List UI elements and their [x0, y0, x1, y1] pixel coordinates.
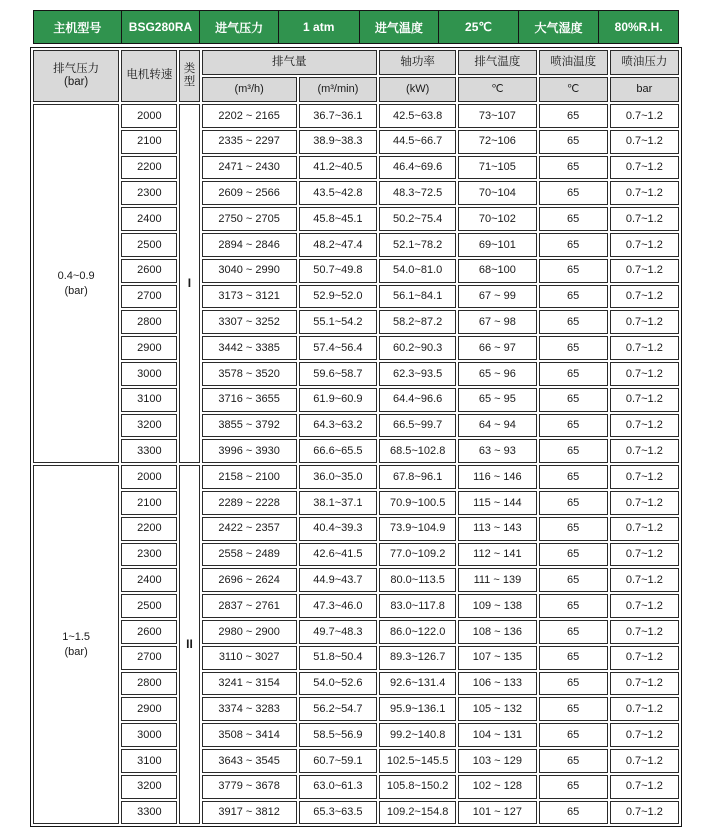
oil-pressure-cell: 0.7~1.2	[610, 491, 679, 515]
spec-row	[33, 543, 679, 567]
volume-m3h-cell: 2202 ~ 2165	[202, 104, 297, 128]
discharge-temp-cell: 64 ~ 94	[458, 414, 536, 438]
spec-row	[33, 775, 679, 799]
oil-temp-cell: 65	[539, 620, 608, 644]
col-header-oil-pressure: 喷油压力	[610, 50, 679, 75]
spec-row	[33, 310, 679, 334]
volume-m3h-cell: 2158 ~ 2100	[202, 465, 297, 489]
shaft-power-cell: 83.0~117.8	[379, 594, 456, 618]
spec-row	[33, 336, 679, 360]
spec-row	[33, 233, 679, 257]
shaft-power-cell: 92.6~131.4	[379, 672, 456, 696]
volume-m3min-cell: 56.2~54.7	[299, 697, 377, 721]
discharge-temp-cell: 70~102	[458, 207, 536, 231]
spec-row	[33, 156, 679, 180]
volume-m3h-cell: 3855 ~ 3792	[202, 414, 297, 438]
volume-m3h-cell: 2471 ~ 2430	[202, 156, 297, 180]
oil-pressure-cell: 0.7~1.2	[610, 259, 679, 283]
motor-speed-cell: 2900	[121, 336, 177, 360]
motor-speed-cell: 2300	[121, 181, 177, 205]
discharge-temp-cell: 108 ~ 136	[458, 620, 536, 644]
volume-m3h-cell: 3307 ~ 3252	[202, 310, 297, 334]
volume-m3h-cell: 3917 ~ 3812	[202, 801, 297, 825]
discharge-temp-cell: 63 ~ 93	[458, 439, 536, 463]
oil-pressure-cell: 0.7~1.2	[610, 775, 679, 799]
shaft-power-cell: 46.4~69.6	[379, 156, 456, 180]
volume-m3h-cell: 2696 ~ 2624	[202, 568, 297, 592]
discharge-temp-cell: 103 ~ 129	[458, 749, 536, 773]
oil-temp-cell: 65	[539, 181, 608, 205]
unit-oil-pressure-bar: bar	[610, 77, 679, 102]
oil-pressure-cell: 0.7~1.2	[610, 697, 679, 721]
oil-temp-cell: 65	[539, 104, 608, 128]
volume-m3h-cell: 3241 ~ 3154	[202, 672, 297, 696]
motor-speed-cell: 2500	[121, 233, 177, 257]
volume-m3min-cell: 51.8~50.4	[299, 646, 377, 670]
unit-power-kw: (kW)	[379, 77, 456, 102]
volume-m3h-cell: 3040 ~ 2990	[202, 259, 297, 283]
discharge-temp-cell: 68~100	[458, 259, 536, 283]
discharge-temp-cell: 111 ~ 139	[458, 568, 536, 592]
volume-m3h-cell: 3643 ~ 3545	[202, 749, 297, 773]
oil-temp-cell: 65	[539, 568, 608, 592]
spec-row	[33, 104, 679, 128]
discharge-temp-cell: 65 ~ 96	[458, 362, 536, 386]
spec-row	[33, 723, 679, 747]
motor-speed-cell: 2000	[121, 465, 177, 489]
oil-pressure-cell: 0.7~1.2	[610, 104, 679, 128]
ambient-humidity-label: 大气湿度	[518, 11, 599, 44]
oil-pressure-cell: 0.7~1.2	[610, 543, 679, 567]
oil-pressure-cell: 0.7~1.2	[610, 310, 679, 334]
oil-pressure-cell: 0.7~1.2	[610, 285, 679, 309]
volume-m3h-cell: 3716 ~ 3655	[202, 388, 297, 412]
motor-speed-cell: 3300	[121, 439, 177, 463]
section-pressure-range-value: 1~1.5	[62, 630, 91, 643]
volume-m3min-cell: 38.9~38.3	[299, 130, 377, 154]
volume-m3min-cell: 47.3~46.0	[299, 594, 377, 618]
oil-pressure-cell: 0.7~1.2	[610, 233, 679, 257]
volume-m3min-cell: 55.1~54.2	[299, 310, 377, 334]
discharge-temp-cell: 102 ~ 128	[458, 775, 536, 799]
oil-temp-cell: 65	[539, 233, 608, 257]
oil-temp-cell: 65	[539, 697, 608, 721]
col-header-oil-temp: 喷油温度	[539, 50, 608, 75]
spec-row	[33, 130, 679, 154]
shaft-power-cell: 102.5~145.5	[379, 749, 456, 773]
spec-table-body	[33, 104, 679, 824]
discharge-temp-cell: 67 ~ 98	[458, 310, 536, 334]
oil-temp-cell: 65	[539, 801, 608, 825]
oil-pressure-cell: 0.7~1.2	[610, 620, 679, 644]
section-pressure-range-unit: (bar)	[64, 645, 88, 658]
volume-m3min-cell: 50.7~49.8	[299, 259, 377, 283]
oil-pressure-cell: 0.7~1.2	[610, 414, 679, 438]
volume-m3min-cell: 52.9~52.0	[299, 285, 377, 309]
oil-temp-cell: 65	[539, 130, 608, 154]
volume-m3min-cell: 49.7~48.3	[299, 620, 377, 644]
spec-table	[30, 47, 682, 827]
shaft-power-cell: 70.9~100.5	[379, 491, 456, 515]
intake-pressure-value: 1 atm	[278, 11, 359, 44]
volume-m3h-cell: 2980 ~ 2900	[202, 620, 297, 644]
shaft-power-cell: 73.9~104.9	[379, 517, 456, 541]
oil-temp-cell: 65	[539, 465, 608, 489]
spec-table-header	[33, 50, 679, 102]
discharge-temp-cell: 105 ~ 132	[458, 697, 536, 721]
col-header-discharge-pressure-title: 排气压力	[53, 62, 100, 75]
volume-m3h-cell: 2837 ~ 2761	[202, 594, 297, 618]
shaft-power-cell: 58.2~87.2	[379, 310, 456, 334]
oil-temp-cell: 65	[539, 207, 608, 231]
motor-speed-cell: 3000	[121, 362, 177, 386]
oil-pressure-cell: 0.7~1.2	[610, 594, 679, 618]
discharge-temp-cell: 66 ~ 97	[458, 336, 536, 360]
motor-speed-cell: 2600	[121, 620, 177, 644]
main-unit-model-value: BSG280RA	[121, 11, 200, 44]
spec-row	[33, 749, 679, 773]
oil-pressure-cell: 0.7~1.2	[610, 181, 679, 205]
volume-m3min-cell: 43.5~42.8	[299, 181, 377, 205]
shaft-power-cell: 67.8~96.1	[379, 465, 456, 489]
shaft-power-cell: 48.3~72.5	[379, 181, 456, 205]
spec-row	[33, 465, 679, 489]
motor-speed-cell: 2700	[121, 646, 177, 670]
section-pressure-range-unit: (bar)	[64, 284, 88, 297]
volume-m3min-cell: 58.5~56.9	[299, 723, 377, 747]
motor-speed-cell: 3100	[121, 388, 177, 412]
discharge-temp-cell: 116 ~ 146	[458, 465, 536, 489]
discharge-temp-cell: 70~104	[458, 181, 536, 205]
unit-volume-m3min: (m³/min)	[299, 77, 377, 102]
oil-pressure-cell: 0.7~1.2	[610, 388, 679, 412]
info-bar-table	[33, 10, 679, 44]
col-header-type-char-2: 型	[183, 76, 196, 88]
volume-m3min-cell: 59.6~58.7	[299, 362, 377, 386]
volume-m3min-cell: 41.2~40.5	[299, 156, 377, 180]
shaft-power-cell: 68.5~102.8	[379, 439, 456, 463]
oil-temp-cell: 65	[539, 310, 608, 334]
oil-pressure-cell: 0.7~1.2	[610, 130, 679, 154]
volume-m3min-cell: 57.4~56.4	[299, 336, 377, 360]
oil-temp-cell: 65	[539, 439, 608, 463]
section-pressure-range-cell	[33, 465, 119, 824]
shaft-power-cell: 95.9~136.1	[379, 697, 456, 721]
spec-row	[33, 620, 679, 644]
motor-speed-cell: 3200	[121, 775, 177, 799]
discharge-temp-cell: 101 ~ 127	[458, 801, 536, 825]
volume-m3h-cell: 2335 ~ 2297	[202, 130, 297, 154]
spec-row	[33, 181, 679, 205]
motor-speed-cell: 2800	[121, 672, 177, 696]
oil-pressure-cell: 0.7~1.2	[610, 362, 679, 386]
volume-m3h-cell: 3996 ~ 3930	[202, 439, 297, 463]
volume-m3h-cell: 2558 ~ 2489	[202, 543, 297, 567]
shaft-power-cell: 77.0~109.2	[379, 543, 456, 567]
oil-pressure-cell: 0.7~1.2	[610, 723, 679, 747]
col-header-discharge-volume: 排气量	[202, 50, 378, 75]
volume-m3min-cell: 54.0~52.6	[299, 672, 377, 696]
discharge-temp-cell: 109 ~ 138	[458, 594, 536, 618]
discharge-temp-cell: 107 ~ 135	[458, 646, 536, 670]
volume-m3h-cell: 2750 ~ 2705	[202, 207, 297, 231]
oil-temp-cell: 65	[539, 543, 608, 567]
volume-m3min-cell: 36.7~36.1	[299, 104, 377, 128]
intake-pressure-label: 进气压力	[200, 11, 279, 44]
oil-temp-cell: 65	[539, 672, 608, 696]
shaft-power-cell: 86.0~122.0	[379, 620, 456, 644]
oil-temp-cell: 65	[539, 156, 608, 180]
motor-speed-cell: 2000	[121, 104, 177, 128]
spec-row	[33, 285, 679, 309]
spec-row	[33, 594, 679, 618]
shaft-power-cell: 89.3~126.7	[379, 646, 456, 670]
discharge-temp-cell: 69~101	[458, 233, 536, 257]
oil-temp-cell: 65	[539, 362, 608, 386]
motor-speed-cell: 2200	[121, 517, 177, 541]
oil-pressure-cell: 0.7~1.2	[610, 465, 679, 489]
shaft-power-cell: 52.1~78.2	[379, 233, 456, 257]
volume-m3h-cell: 3110 ~ 3027	[202, 646, 297, 670]
discharge-temp-cell: 65 ~ 95	[458, 388, 536, 412]
shaft-power-cell: 42.5~63.8	[379, 104, 456, 128]
oil-temp-cell: 65	[539, 336, 608, 360]
discharge-temp-cell: 104 ~ 131	[458, 723, 536, 747]
col-header-discharge-pressure	[33, 50, 119, 102]
shaft-power-cell: 60.2~90.3	[379, 336, 456, 360]
spec-row	[33, 414, 679, 438]
motor-speed-cell: 2900	[121, 697, 177, 721]
volume-m3min-cell: 36.0~35.0	[299, 465, 377, 489]
col-header-motor-speed: 电机转速	[121, 50, 177, 102]
intake-temperature-label: 进气温度	[359, 11, 439, 44]
volume-m3min-cell: 42.6~41.5	[299, 543, 377, 567]
oil-temp-cell: 65	[539, 723, 608, 747]
col-header-type-char-1: 类	[183, 63, 196, 76]
oil-pressure-cell: 0.7~1.2	[610, 207, 679, 231]
oil-pressure-cell: 0.7~1.2	[610, 646, 679, 670]
oil-pressure-cell: 0.7~1.2	[610, 749, 679, 773]
col-header-shaft-power: 轴功率	[379, 50, 456, 75]
spec-row	[33, 207, 679, 231]
discharge-temp-cell: 67 ~ 99	[458, 285, 536, 309]
spec-row	[33, 646, 679, 670]
oil-pressure-cell: 0.7~1.2	[610, 801, 679, 825]
shaft-power-cell: 109.2~154.8	[379, 801, 456, 825]
discharge-temp-cell: 115 ~ 144	[458, 491, 536, 515]
volume-m3min-cell: 60.7~59.1	[299, 749, 377, 773]
volume-m3min-cell: 44.9~43.7	[299, 568, 377, 592]
oil-temp-cell: 65	[539, 414, 608, 438]
shaft-power-cell: 99.2~140.8	[379, 723, 456, 747]
volume-m3h-cell: 3508 ~ 3414	[202, 723, 297, 747]
discharge-temp-cell: 113 ~ 143	[458, 517, 536, 541]
shaft-power-cell: 62.3~93.5	[379, 362, 456, 386]
motor-speed-cell: 3000	[121, 723, 177, 747]
motor-speed-cell: 2100	[121, 130, 177, 154]
oil-pressure-cell: 0.7~1.2	[610, 517, 679, 541]
info-bar-row	[34, 11, 679, 44]
shaft-power-cell: 50.2~75.4	[379, 207, 456, 231]
col-header-type	[179, 50, 199, 102]
motor-speed-cell: 2500	[121, 594, 177, 618]
oil-pressure-cell: 0.7~1.2	[610, 568, 679, 592]
unit-oil-temp-c: ℃	[539, 77, 608, 102]
oil-temp-cell: 65	[539, 388, 608, 412]
col-header-discharge-pressure-unit: (bar)	[63, 76, 89, 88]
oil-temp-cell: 65	[539, 491, 608, 515]
volume-m3min-cell: 64.3~63.2	[299, 414, 377, 438]
unit-discharge-temp-c: ℃	[458, 77, 536, 102]
shaft-power-cell: 64.4~96.6	[379, 388, 456, 412]
volume-m3h-cell: 3442 ~ 3385	[202, 336, 297, 360]
header-row-1	[33, 50, 679, 75]
col-header-discharge-temp: 排气温度	[458, 50, 536, 75]
oil-pressure-cell: 0.7~1.2	[610, 336, 679, 360]
oil-temp-cell: 65	[539, 285, 608, 309]
volume-m3min-cell: 40.4~39.3	[299, 517, 377, 541]
oil-temp-cell: 65	[539, 594, 608, 618]
spec-row	[33, 697, 679, 721]
spec-row	[33, 388, 679, 412]
volume-m3h-cell: 3173 ~ 3121	[202, 285, 297, 309]
shaft-power-cell: 105.8~150.2	[379, 775, 456, 799]
ambient-humidity-value: 80%R.H.	[599, 11, 679, 44]
motor-speed-cell: 2600	[121, 259, 177, 283]
main-unit-model-label: 主机型号	[34, 11, 122, 44]
oil-pressure-cell: 0.7~1.2	[610, 672, 679, 696]
volume-m3min-cell: 63.0~61.3	[299, 775, 377, 799]
spec-row	[33, 801, 679, 825]
motor-speed-cell: 3200	[121, 414, 177, 438]
oil-pressure-cell: 0.7~1.2	[610, 156, 679, 180]
discharge-temp-cell: 112 ~ 141	[458, 543, 536, 567]
intake-temperature-value: 25℃	[439, 11, 519, 44]
spec-row	[33, 568, 679, 592]
section-pressure-range-cell	[33, 104, 119, 463]
section-type-cell: I	[179, 104, 199, 463]
volume-m3h-cell: 3578 ~ 3520	[202, 362, 297, 386]
section-type-cell: II	[179, 465, 199, 824]
spec-row	[33, 672, 679, 696]
discharge-temp-cell: 72~106	[458, 130, 536, 154]
discharge-temp-cell: 73~107	[458, 104, 536, 128]
motor-speed-cell: 2100	[121, 491, 177, 515]
volume-m3h-cell: 2422 ~ 2357	[202, 517, 297, 541]
spec-row	[33, 517, 679, 541]
spec-row	[33, 362, 679, 386]
motor-speed-cell: 2400	[121, 207, 177, 231]
oil-temp-cell: 65	[539, 749, 608, 773]
oil-pressure-cell: 0.7~1.2	[610, 439, 679, 463]
spec-row	[33, 259, 679, 283]
shaft-power-cell: 80.0~113.5	[379, 568, 456, 592]
discharge-temp-cell: 106 ~ 133	[458, 672, 536, 696]
section-pressure-range-value: 0.4~0.9	[57, 269, 95, 282]
volume-m3min-cell: 66.6~65.5	[299, 439, 377, 463]
motor-speed-cell: 2700	[121, 285, 177, 309]
volume-m3h-cell: 2609 ~ 2566	[202, 181, 297, 205]
shaft-power-cell: 44.5~66.7	[379, 130, 456, 154]
oil-temp-cell: 65	[539, 259, 608, 283]
shaft-power-cell: 54.0~81.0	[379, 259, 456, 283]
unit-volume-m3h: (m³/h)	[202, 77, 297, 102]
motor-speed-cell: 2400	[121, 568, 177, 592]
motor-speed-cell: 3100	[121, 749, 177, 773]
motor-speed-cell: 2800	[121, 310, 177, 334]
volume-m3min-cell: 38.1~37.1	[299, 491, 377, 515]
oil-temp-cell: 65	[539, 646, 608, 670]
oil-temp-cell: 65	[539, 517, 608, 541]
spec-row	[33, 439, 679, 463]
volume-m3h-cell: 3374 ~ 3283	[202, 697, 297, 721]
spec-row	[33, 491, 679, 515]
motor-speed-cell: 2300	[121, 543, 177, 567]
motor-speed-cell: 3300	[121, 801, 177, 825]
volume-m3h-cell: 2289 ~ 2228	[202, 491, 297, 515]
shaft-power-cell: 56.1~84.1	[379, 285, 456, 309]
volume-m3min-cell: 61.9~60.9	[299, 388, 377, 412]
volume-m3h-cell: 2894 ~ 2846	[202, 233, 297, 257]
volume-m3min-cell: 65.3~63.5	[299, 801, 377, 825]
oil-temp-cell: 65	[539, 775, 608, 799]
volume-m3min-cell: 45.8~45.1	[299, 207, 377, 231]
volume-m3h-cell: 3779 ~ 3678	[202, 775, 297, 799]
motor-speed-cell: 2200	[121, 156, 177, 180]
discharge-temp-cell: 71~105	[458, 156, 536, 180]
shaft-power-cell: 66.5~99.7	[379, 414, 456, 438]
volume-m3min-cell: 48.2~47.4	[299, 233, 377, 257]
